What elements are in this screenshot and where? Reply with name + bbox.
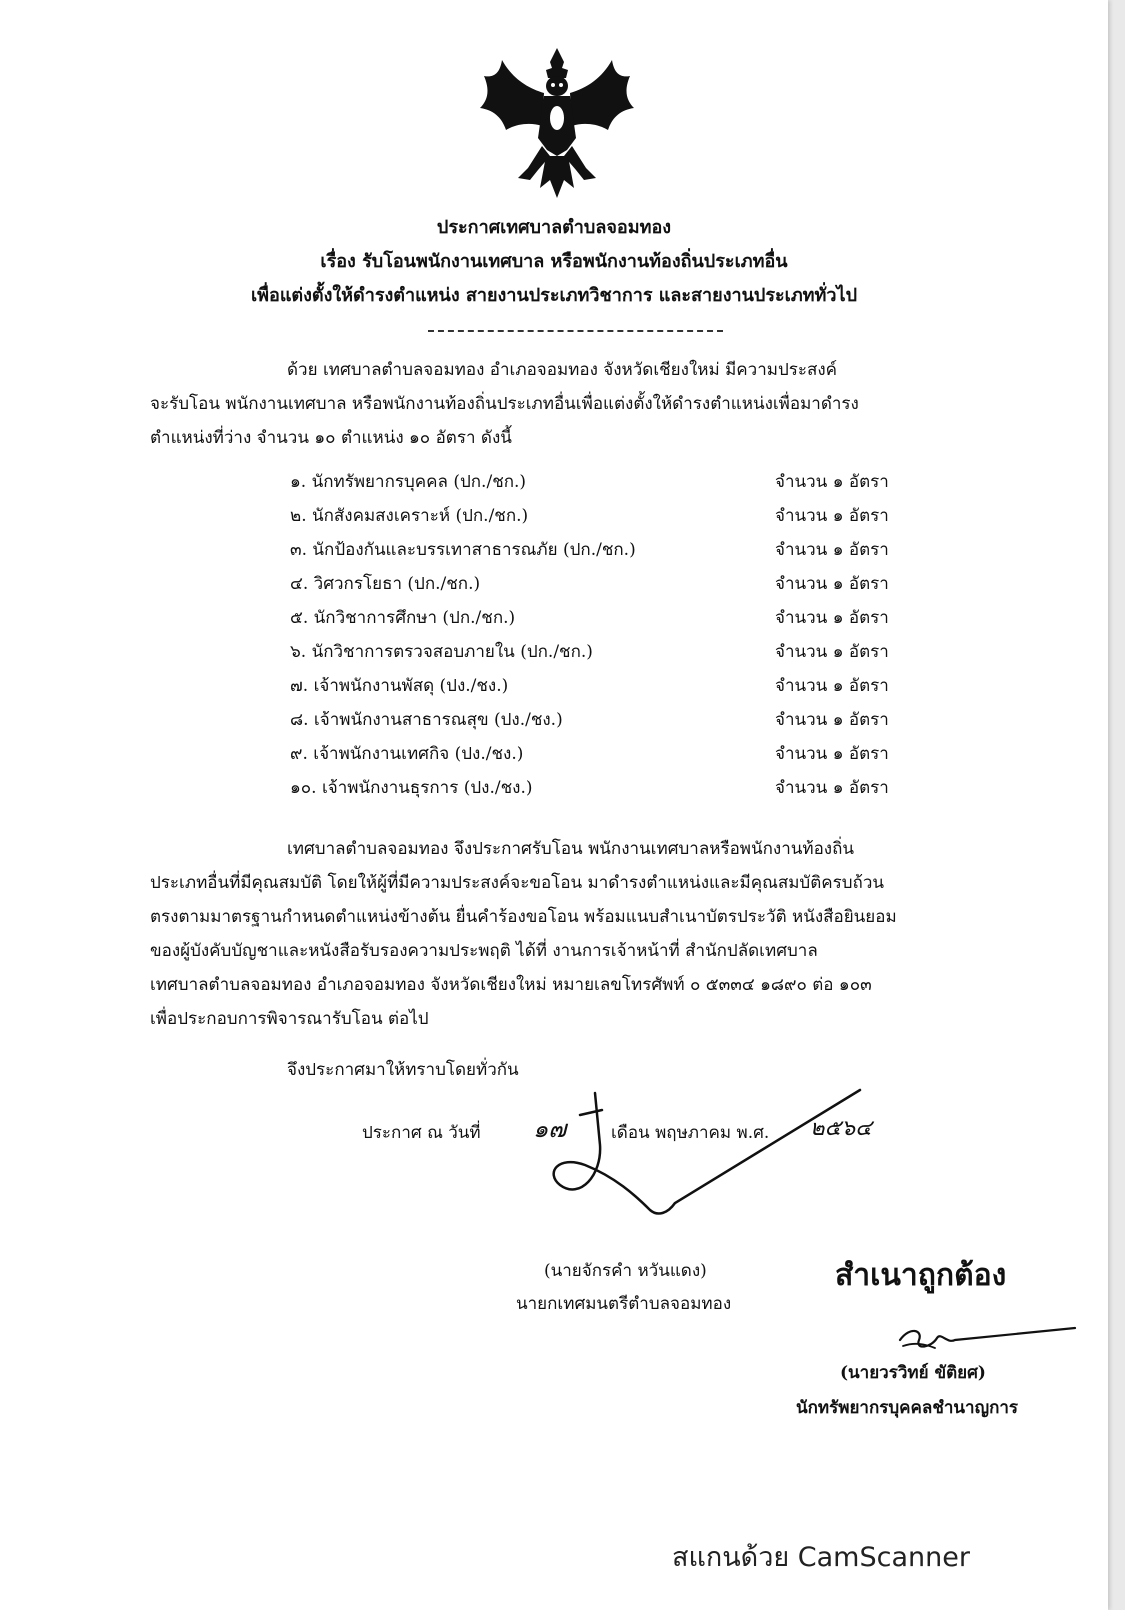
position-title: ๕. นักวิชาการศึกษา (ปก./ชก.)	[290, 608, 516, 628]
position-title: ๒. นักสังคมสงเคราะห์ (ปก./ชก.)	[290, 506, 529, 526]
list-item	[290, 703, 970, 737]
position-count: จำนวน ๑ อัตรา	[775, 676, 889, 696]
closing-text: จึงประกาศมาให้ทราบโดยทั่วกัน	[287, 1060, 519, 1080]
title-divider	[428, 330, 723, 332]
position-title: ๑๐. เจ้าพนักงานธุรการ (ปง./ชง.)	[290, 778, 533, 798]
mayor-signature	[540, 1085, 890, 1245]
list-item	[290, 601, 970, 635]
intro-line-1: ด้วย เทศบาลตำบลจอมทอง อำเภอจอมทอง จังหวัดเชียงใหม่ มีความประสงค์	[287, 360, 838, 380]
position-title: ๖. นักวิชาการตรวจสอบภายใน (ปก./ชก.)	[290, 642, 593, 662]
certifier-signature	[895, 1318, 1085, 1358]
position-title: ๓. นักป้องกันและบรรเทาสาธารณภัย (ปก./ชก.)	[290, 540, 636, 560]
position-count: จำนวน ๑ อัตรา	[775, 642, 889, 662]
body-line-1: เทศบาลตำบลจอมทอง จึงประกาศรับโอน พนักงานเทศบาลหรือพนักงานท้องถิ่น	[287, 839, 855, 859]
position-count: จำนวน ๑ อัตรา	[775, 540, 889, 560]
position-count: จำนวน ๑ อัตรา	[775, 574, 889, 594]
position-count: จำนวน ๑ อัตรา	[775, 744, 889, 764]
body-line-2: ประเภทอื่นที่มีคุณสมบัติ โดยให้ผู้ที่มีความประสงค์จะขอโอน มาดำรงตำแหน่งและมีคุณสมบัติครบถ้วน	[150, 873, 885, 893]
date-year: ๒๕๖๔	[810, 1116, 872, 1141]
position-count: จำนวน ๑ อัตรา	[775, 608, 889, 628]
date-month: เดือน พฤษภาคม พ.ศ.	[611, 1123, 770, 1143]
position-title: ๗. เจ้าพนักงานพัสดุ (ปง./ชง.)	[290, 676, 509, 696]
announcement-subject: เรื่อง รับโอนพนักงานเทศบาล หรือพนักงานท้องถิ่นประเภทอื่น	[320, 251, 788, 272]
position-count: จำนวน ๑ อัตรา	[775, 710, 889, 730]
list-item	[290, 567, 970, 601]
position-title: ๘. เจ้าพนักงานสาธารณสุข (ปง./ชง.)	[290, 710, 563, 730]
list-item	[290, 669, 970, 703]
body-line-4: ของผู้บังคับบัญชาและหนังสือรับรองความประพฤติ ได้ที่ งานการเจ้าหน้าที่ สำนักปลัดเทศบาล	[150, 941, 818, 961]
intro-line-3: ตำแหน่งที่ว่าง จำนวน ๑๐ ตำแหน่ง ๑๐ อัตรา ดังนี้	[150, 428, 512, 448]
certifier-title: นักทรัพยากรบุคคลชำนาญการ	[796, 1398, 1019, 1418]
list-item	[290, 465, 970, 499]
list-item	[290, 771, 970, 805]
position-count: จำนวน ๑ อัตรา	[775, 472, 889, 492]
list-item	[290, 635, 970, 669]
position-title: ๙. เจ้าพนักงานเทศกิจ (ปง./ชง.)	[290, 744, 524, 764]
signatory-title: นายกเทศมนตรีตำบลจอมทอง	[516, 1294, 732, 1314]
signatory-name: (นายจักรคำ หวันแดง)	[544, 1261, 707, 1281]
list-item	[290, 499, 970, 533]
camscanner-footer: สแกนด้วย CamScanner	[672, 1542, 970, 1573]
intro-line-2: จะรับโอน พนักงานเทศบาล หรือพนักงานท้องถิ่นประเภทอื่นเพื่อแต่งตั้งให้ดำรงตำแหน่งเพื่อมาดำรง	[150, 394, 859, 414]
certified-copy-stamp: สำเนาถูกต้อง	[835, 1258, 1007, 1293]
body-line-6: เพื่อประกอบการพิจารณารับโอน ต่อไป	[150, 1009, 429, 1029]
body-line-3: ตรงตามมาตรฐานกำหนดตำแหน่งข้างต้น ยื่นคำร้องขอโอน พร้อมแนบสำเนาบัตรประวัติ หนังสือยินยอม	[150, 907, 897, 927]
garuda-emblem-icon	[472, 38, 642, 208]
position-title: ๑. นักทรัพยากรบุคคล (ปก./ชก.)	[290, 472, 527, 492]
announcement-subject-cont: เพื่อแต่งตั้งให้ดำรงตำแหน่ง สายงานประเภทวิชาการ และสายงานประเภททั่วไป	[250, 285, 857, 306]
position-count: จำนวน ๑ อัตรา	[775, 506, 889, 526]
position-title: ๔. วิศวกรโยธา (ปก./ชก.)	[290, 574, 481, 594]
positions-list	[290, 465, 970, 805]
body-line-5: เทศบาลตำบลจอมทอง อำเภอจอมทอง จังหวัดเชียงใหม่ หมายเลขโทรศัพท์ ๐ ๕๓๓๔ ๑๘๙๐ ต่อ ๑๐๓	[150, 975, 872, 995]
announcement-title: ประกาศเทศบาลตำบลจอมทอง	[436, 217, 672, 238]
list-item	[290, 533, 970, 567]
position-count: จำนวน ๑ อัตรา	[775, 778, 889, 798]
date-prefix: ประกาศ ณ วันที่	[362, 1123, 481, 1143]
date-day: ๑๗	[533, 1115, 567, 1143]
certifier-name: (นายวรวิทย์ ขัติยศ)	[840, 1363, 986, 1383]
list-item	[290, 737, 970, 771]
